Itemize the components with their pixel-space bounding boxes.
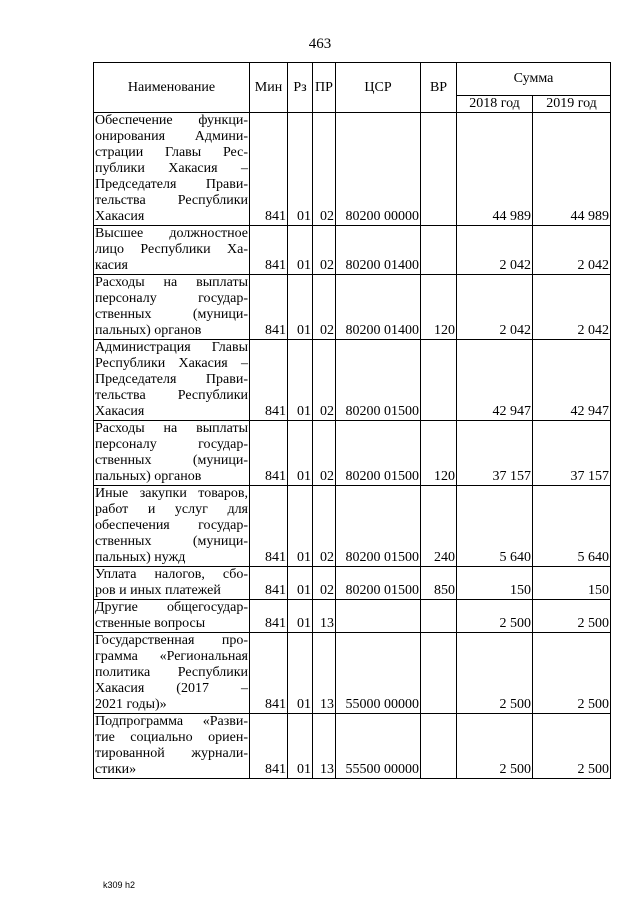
row-name-line: Председателя Прави-: [95, 372, 248, 387]
row-csr: 80200 01500: [336, 567, 421, 600]
row-name: [94, 340, 250, 421]
row-vr: [421, 226, 457, 275]
row-sum-2019: 150: [533, 567, 611, 600]
row-sum-2019: 2 500: [533, 714, 611, 779]
row-name-line: ственных (муници-: [95, 453, 248, 468]
row-name-line: работ и услуг для: [95, 502, 248, 517]
row-vr: [421, 600, 457, 633]
row-min: 841: [250, 275, 288, 340]
row-pr: 02: [313, 113, 336, 226]
row-sum-2018: 5 640: [457, 486, 533, 567]
row-name-line: Хакасия (2017 –: [95, 681, 248, 696]
row-rz: 01: [288, 340, 313, 421]
row-name-line: Расходы на выплаты: [95, 275, 248, 290]
row-name-line: Подпрограмма «Разви-: [95, 714, 248, 729]
row-name: [94, 275, 250, 340]
row-name: [94, 600, 250, 633]
row-min: 841: [250, 340, 288, 421]
table-row: [94, 600, 611, 633]
footer-code: k309 h2: [103, 880, 136, 890]
row-name-line: онирования Админи-: [95, 129, 248, 144]
row-sum-2019: 5 640: [533, 486, 611, 567]
table-row: [94, 567, 611, 600]
row-name-line: Республики Хакасия –: [95, 356, 248, 371]
row-name-line: пальных) нужд: [95, 550, 186, 565]
row-min: 841: [250, 567, 288, 600]
row-name: [94, 714, 250, 779]
row-csr: 80200 01400: [336, 275, 421, 340]
budget-table: [93, 62, 611, 779]
row-name-line: 2021 годы)»: [95, 697, 167, 712]
row-sum-2018: 2 500: [457, 600, 533, 633]
row-name: [94, 113, 250, 226]
row-name: [94, 633, 250, 714]
row-pr: 13: [313, 600, 336, 633]
row-sum-2019: 2 042: [533, 226, 611, 275]
row-name-line: Обеспечение функци-: [95, 113, 248, 128]
row-name-line: Другие общегосудар-: [95, 600, 248, 615]
row-name-line: Администрация Главы: [95, 340, 248, 355]
row-vr: 120: [421, 275, 457, 340]
row-name-line: политика Республики: [95, 665, 248, 680]
row-rz: 01: [288, 633, 313, 714]
row-sum-2019: 2 500: [533, 600, 611, 633]
row-name-line: Высшее должностное: [95, 226, 248, 241]
row-vr: [421, 633, 457, 714]
row-sum-2019: 37 157: [533, 421, 611, 486]
table-row: [94, 486, 611, 567]
header-pr: ПР: [313, 63, 336, 113]
row-pr: 02: [313, 421, 336, 486]
header-name: Наименование: [94, 63, 250, 113]
header-sum: Сумма: [457, 63, 611, 96]
row-name-line: лицо Республики Ха-: [95, 242, 248, 257]
row-name-line: Иные закупки товаров,: [95, 486, 248, 501]
row-name: [94, 226, 250, 275]
row-pr: 02: [313, 226, 336, 275]
row-sum-2018: 37 157: [457, 421, 533, 486]
header-vr: ВР: [421, 63, 457, 113]
row-min: 841: [250, 421, 288, 486]
row-pr: 02: [313, 275, 336, 340]
row-pr: 13: [313, 633, 336, 714]
row-rz: 01: [288, 421, 313, 486]
row-name-line: ров и иных платежей: [95, 583, 221, 598]
row-sum-2018: 150: [457, 567, 533, 600]
row-csr: 80200 01500: [336, 486, 421, 567]
row-csr: 80200 01500: [336, 340, 421, 421]
row-csr: 80200 01400: [336, 226, 421, 275]
row-min: 841: [250, 600, 288, 633]
row-min: 841: [250, 714, 288, 779]
row-rz: 01: [288, 486, 313, 567]
row-rz: 01: [288, 226, 313, 275]
header-csr: ЦСР: [336, 63, 421, 113]
row-name-line: пальных) органов: [95, 469, 202, 484]
table-row: [94, 633, 611, 714]
row-csr: 80200 00000: [336, 113, 421, 226]
row-name: [94, 486, 250, 567]
header-year-2019: 2019 год: [533, 96, 611, 113]
row-name-line: грамма «Региональная: [95, 649, 248, 664]
row-name: [94, 567, 250, 600]
row-csr: 55500 00000: [336, 714, 421, 779]
row-sum-2018: 2 500: [457, 714, 533, 779]
row-sum-2019: 42 947: [533, 340, 611, 421]
row-name-line: персоналу государ-: [95, 437, 248, 452]
row-name-line: Хакасия: [95, 209, 145, 224]
row-name-line: тельства Республики: [95, 388, 248, 403]
row-rz: 01: [288, 714, 313, 779]
row-name-line: Государственная про-: [95, 633, 248, 648]
table-row: [94, 340, 611, 421]
row-name-line: стики»: [95, 762, 137, 777]
header-min: Мин: [250, 63, 288, 113]
row-sum-2018: 2 042: [457, 226, 533, 275]
page-number: 463: [308, 36, 332, 52]
row-rz: 01: [288, 567, 313, 600]
row-sum-2018: 2 042: [457, 275, 533, 340]
row-pr: 02: [313, 567, 336, 600]
row-vr: [421, 113, 457, 226]
row-name-line: тированной журнали-: [95, 746, 248, 761]
row-rz: 01: [288, 275, 313, 340]
row-pr: 02: [313, 486, 336, 567]
row-name-line: Уплата налогов, сбо-: [95, 567, 248, 582]
row-pr: 02: [313, 340, 336, 421]
row-sum-2018: 44 989: [457, 113, 533, 226]
row-name-line: обеспечения государ-: [95, 518, 248, 533]
row-name: [94, 421, 250, 486]
row-rz: 01: [288, 600, 313, 633]
row-min: 841: [250, 486, 288, 567]
row-name-line: ственные вопросы: [95, 616, 206, 631]
table-row: [94, 275, 611, 340]
row-min: 841: [250, 633, 288, 714]
row-sum-2019: 44 989: [533, 113, 611, 226]
row-sum-2019: 2 500: [533, 633, 611, 714]
row-vr: 120: [421, 421, 457, 486]
row-name-line: тие социально ориен-: [95, 730, 248, 745]
row-name-line: персоналу государ-: [95, 291, 248, 306]
header-year-2018: 2018 год: [457, 96, 533, 113]
row-vr: 850: [421, 567, 457, 600]
row-csr: 55000 00000: [336, 633, 421, 714]
row-pr: 13: [313, 714, 336, 779]
row-name-line: страции Главы Рес-: [95, 145, 248, 160]
row-name-line: публики Хакасия –: [95, 161, 248, 176]
row-name-line: ственных (муници-: [95, 534, 248, 549]
row-sum-2018: 42 947: [457, 340, 533, 421]
table-row: [94, 113, 611, 226]
row-rz: 01: [288, 113, 313, 226]
row-sum-2019: 2 042: [533, 275, 611, 340]
row-name-line: Председателя Прави-: [95, 177, 248, 192]
row-name-line: касия: [95, 258, 128, 273]
row-name-line: Расходы на выплаты: [95, 421, 248, 436]
row-name-line: Хакасия: [95, 404, 145, 419]
row-vr: [421, 340, 457, 421]
row-vr: [421, 714, 457, 779]
table-row: [94, 226, 611, 275]
row-name-line: пальных) органов: [95, 323, 202, 338]
row-min: 841: [250, 113, 288, 226]
header-rz: Рз: [288, 63, 313, 113]
row-sum-2018: 2 500: [457, 633, 533, 714]
row-csr: 80200 01500: [336, 421, 421, 486]
table-row: [94, 714, 611, 779]
row-vr: 240: [421, 486, 457, 567]
row-name-line: тельства Республики: [95, 193, 248, 208]
row-csr: [336, 600, 421, 633]
table-row: [94, 421, 611, 486]
row-name-line: ственных (муници-: [95, 307, 248, 322]
row-min: 841: [250, 226, 288, 275]
